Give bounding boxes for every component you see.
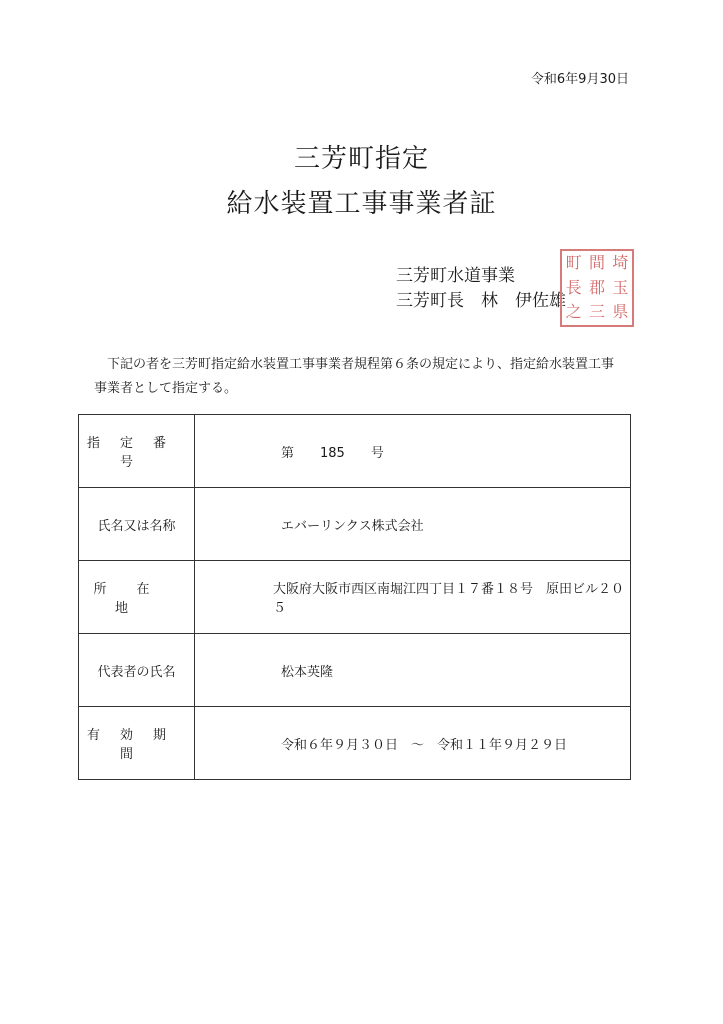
row-label: 氏名又は名称: [79, 488, 195, 561]
seal-char: 玉: [612, 277, 629, 297]
official-seal-stamp: [560, 249, 634, 327]
row-label: 有効期間: [79, 707, 195, 780]
table-row: [79, 707, 631, 780]
table-row: [79, 415, 631, 488]
title-line-2: 給水装置工事事業者証: [226, 189, 497, 219]
intro-paragraph: [94, 353, 614, 401]
seal-char: 三: [588, 302, 605, 322]
table-row: [79, 634, 631, 707]
seal-char: 町: [565, 253, 582, 272]
row-value: 松本英隆: [195, 634, 631, 707]
seal-char: 間: [588, 253, 605, 272]
seal-char: 県: [612, 302, 629, 322]
seal-char: 埼: [612, 253, 629, 272]
row-value: 第 185 号: [195, 415, 631, 488]
row-label: 所在地: [79, 561, 195, 634]
title-line-1: 三芳町指定: [293, 144, 429, 174]
seal-char: 長: [565, 277, 582, 297]
row-value: 令和６年９月３０日 ～ 令和１１年９月２９日: [195, 707, 631, 780]
seal-char: 之: [565, 302, 582, 322]
issuer-organization: 三芳町水道事業: [396, 266, 515, 286]
issuer-mayor: 三芳町長 林 伊佐雄: [396, 291, 566, 311]
certificate-table: [78, 414, 631, 780]
row-label: 指定番号: [79, 415, 195, 488]
row-value: エバーリンクス株式会社: [195, 488, 631, 561]
issue-date: 令和6年9月30日: [530, 72, 629, 87]
table-row: [79, 488, 631, 561]
seal-char: 郡: [588, 277, 605, 297]
intro-text: 下記の者を三芳町指定給水装置工事事業者規程第６条の規定により、指定給水装置工事事業者として指定する。: [94, 357, 615, 396]
table-row: [79, 561, 631, 634]
row-value: 大阪府大阪市西区南堀江四丁目１７番１８号 原田ビル２０５: [195, 561, 631, 634]
row-label: 代表者の氏名: [79, 634, 195, 707]
